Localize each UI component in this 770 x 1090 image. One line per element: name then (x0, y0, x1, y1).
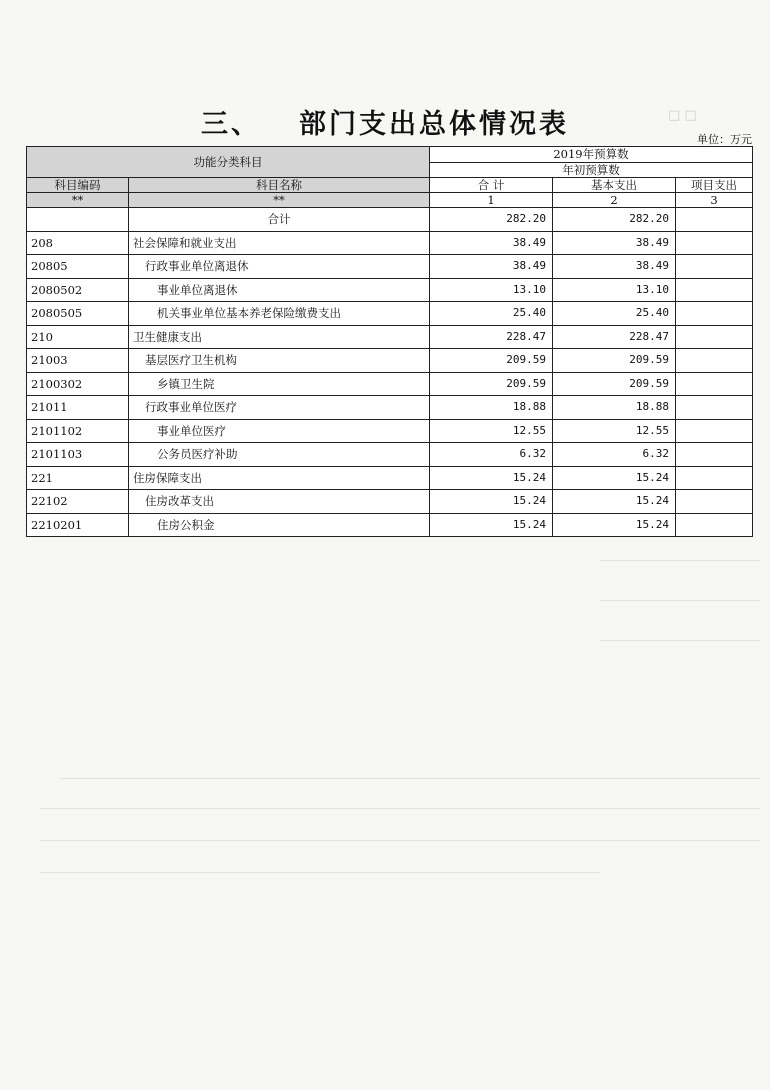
title-text: 部门支出总体情况表 (299, 109, 569, 141)
cell-total: 15.24 (430, 490, 553, 514)
bleed-through-line (60, 778, 760, 779)
cell-total: 6.32 (430, 443, 553, 467)
table-row (27, 419, 753, 443)
cell-code: 221 (27, 466, 129, 490)
table-row (27, 278, 753, 302)
cell-code: 208 (27, 231, 129, 255)
table-row (27, 325, 753, 349)
table-row (27, 349, 753, 373)
cell-project (676, 255, 753, 279)
cell-basic: 15.24 (553, 513, 676, 537)
header-code-mark: ** (27, 193, 129, 208)
cell-name: 合计 (129, 208, 430, 232)
cell-code: 21011 (27, 396, 129, 420)
cell-project (676, 396, 753, 420)
cell-name: 住房公积金 (129, 513, 430, 537)
cell-basic: 209.59 (553, 372, 676, 396)
cell-code: 2210201 (27, 513, 129, 537)
cell-total: 38.49 (430, 255, 553, 279)
table-body (27, 208, 753, 537)
header-name: 科目名称 (129, 178, 430, 193)
header-functional-category: 功能分类科目 (27, 147, 430, 178)
bleed-through-line (40, 840, 760, 841)
header-name-mark: ** (129, 193, 430, 208)
cell-total: 209.59 (430, 349, 553, 373)
cell-name: 卫生健康支出 (129, 325, 430, 349)
cell-name: 公务员医疗补助 (129, 443, 430, 467)
cell-total: 38.49 (430, 231, 553, 255)
header-budget-year: 2019年预算数 (430, 147, 753, 163)
cell-basic: 13.10 (553, 278, 676, 302)
cell-code: 2101103 (27, 443, 129, 467)
cell-project (676, 325, 753, 349)
table-row (27, 302, 753, 326)
cell-code: 2080502 (27, 278, 129, 302)
cell-project (676, 208, 753, 232)
bleed-through-line (600, 600, 760, 601)
cell-total: 25.40 (430, 302, 553, 326)
cell-total: 15.24 (430, 513, 553, 537)
cell-code (27, 208, 129, 232)
table-row (27, 490, 753, 514)
cell-total: 12.55 (430, 419, 553, 443)
bleed-through-line (600, 560, 760, 561)
cell-basic: 25.40 (553, 302, 676, 326)
cell-project (676, 231, 753, 255)
table-row (27, 372, 753, 396)
header-project-index: 3 (676, 193, 753, 208)
cell-name: 行政事业单位医疗 (129, 396, 430, 420)
page-title (0, 102, 770, 141)
cell-total: 18.88 (430, 396, 553, 420)
cell-basic: 15.24 (553, 490, 676, 514)
cell-name: 住房保障支出 (129, 466, 430, 490)
title-number: 三、 (201, 109, 261, 141)
cell-name: 事业单位离退休 (129, 278, 430, 302)
cell-name: 住房改革支出 (129, 490, 430, 514)
bleed-through-line (600, 640, 760, 641)
cell-basic: 228.47 (553, 325, 676, 349)
cell-total: 209.59 (430, 372, 553, 396)
table-row (27, 208, 753, 232)
cell-project (676, 372, 753, 396)
cell-total: 15.24 (430, 466, 553, 490)
cell-total: 282.20 (430, 208, 553, 232)
header-project: 项目支出 (676, 178, 753, 193)
header-basic: 基本支出 (553, 178, 676, 193)
cell-project (676, 349, 753, 373)
cell-name: 机关事业单位基本养老保险缴费支出 (129, 302, 430, 326)
table-row (27, 466, 753, 490)
cell-code: 2080505 (27, 302, 129, 326)
table-row (27, 231, 753, 255)
table-row (27, 513, 753, 537)
cell-total: 228.47 (430, 325, 553, 349)
bleed-through-line (40, 872, 600, 873)
cell-project (676, 278, 753, 302)
header-code: 科目编码 (27, 178, 129, 193)
cell-name: 乡镇卫生院 (129, 372, 430, 396)
table-row (27, 443, 753, 467)
cell-basic: 38.49 (553, 231, 676, 255)
cell-code: 210 (27, 325, 129, 349)
header-initial-budget: 年初预算数 (430, 162, 753, 178)
expenditure-table (26, 146, 753, 537)
cell-basic: 209.59 (553, 349, 676, 373)
header-basic-index: 2 (553, 193, 676, 208)
bleed-through-mark: □ □ (668, 108, 697, 123)
bleed-through-line (40, 808, 760, 809)
cell-code: 2101102 (27, 419, 129, 443)
cell-project (676, 419, 753, 443)
cell-project (676, 302, 753, 326)
cell-code: 22102 (27, 490, 129, 514)
header-total-index: 1 (430, 193, 553, 208)
unit-label: 单位：万元 (697, 133, 752, 146)
cell-name: 行政事业单位离退休 (129, 255, 430, 279)
header-total: 合 计 (430, 178, 553, 193)
cell-basic: 18.88 (553, 396, 676, 420)
cell-code: 21003 (27, 349, 129, 373)
cell-code: 20805 (27, 255, 129, 279)
cell-basic: 6.32 (553, 443, 676, 467)
cell-basic: 38.49 (553, 255, 676, 279)
cell-name: 基层医疗卫生机构 (129, 349, 430, 373)
cell-basic: 282.20 (553, 208, 676, 232)
cell-name: 社会保障和就业支出 (129, 231, 430, 255)
cell-project (676, 513, 753, 537)
cell-name: 事业单位医疗 (129, 419, 430, 443)
table-row (27, 255, 753, 279)
cell-project (676, 490, 753, 514)
cell-project (676, 466, 753, 490)
cell-basic: 12.55 (553, 419, 676, 443)
cell-project (676, 443, 753, 467)
cell-total: 13.10 (430, 278, 553, 302)
cell-code: 2100302 (27, 372, 129, 396)
table-row (27, 396, 753, 420)
cell-basic: 15.24 (553, 466, 676, 490)
